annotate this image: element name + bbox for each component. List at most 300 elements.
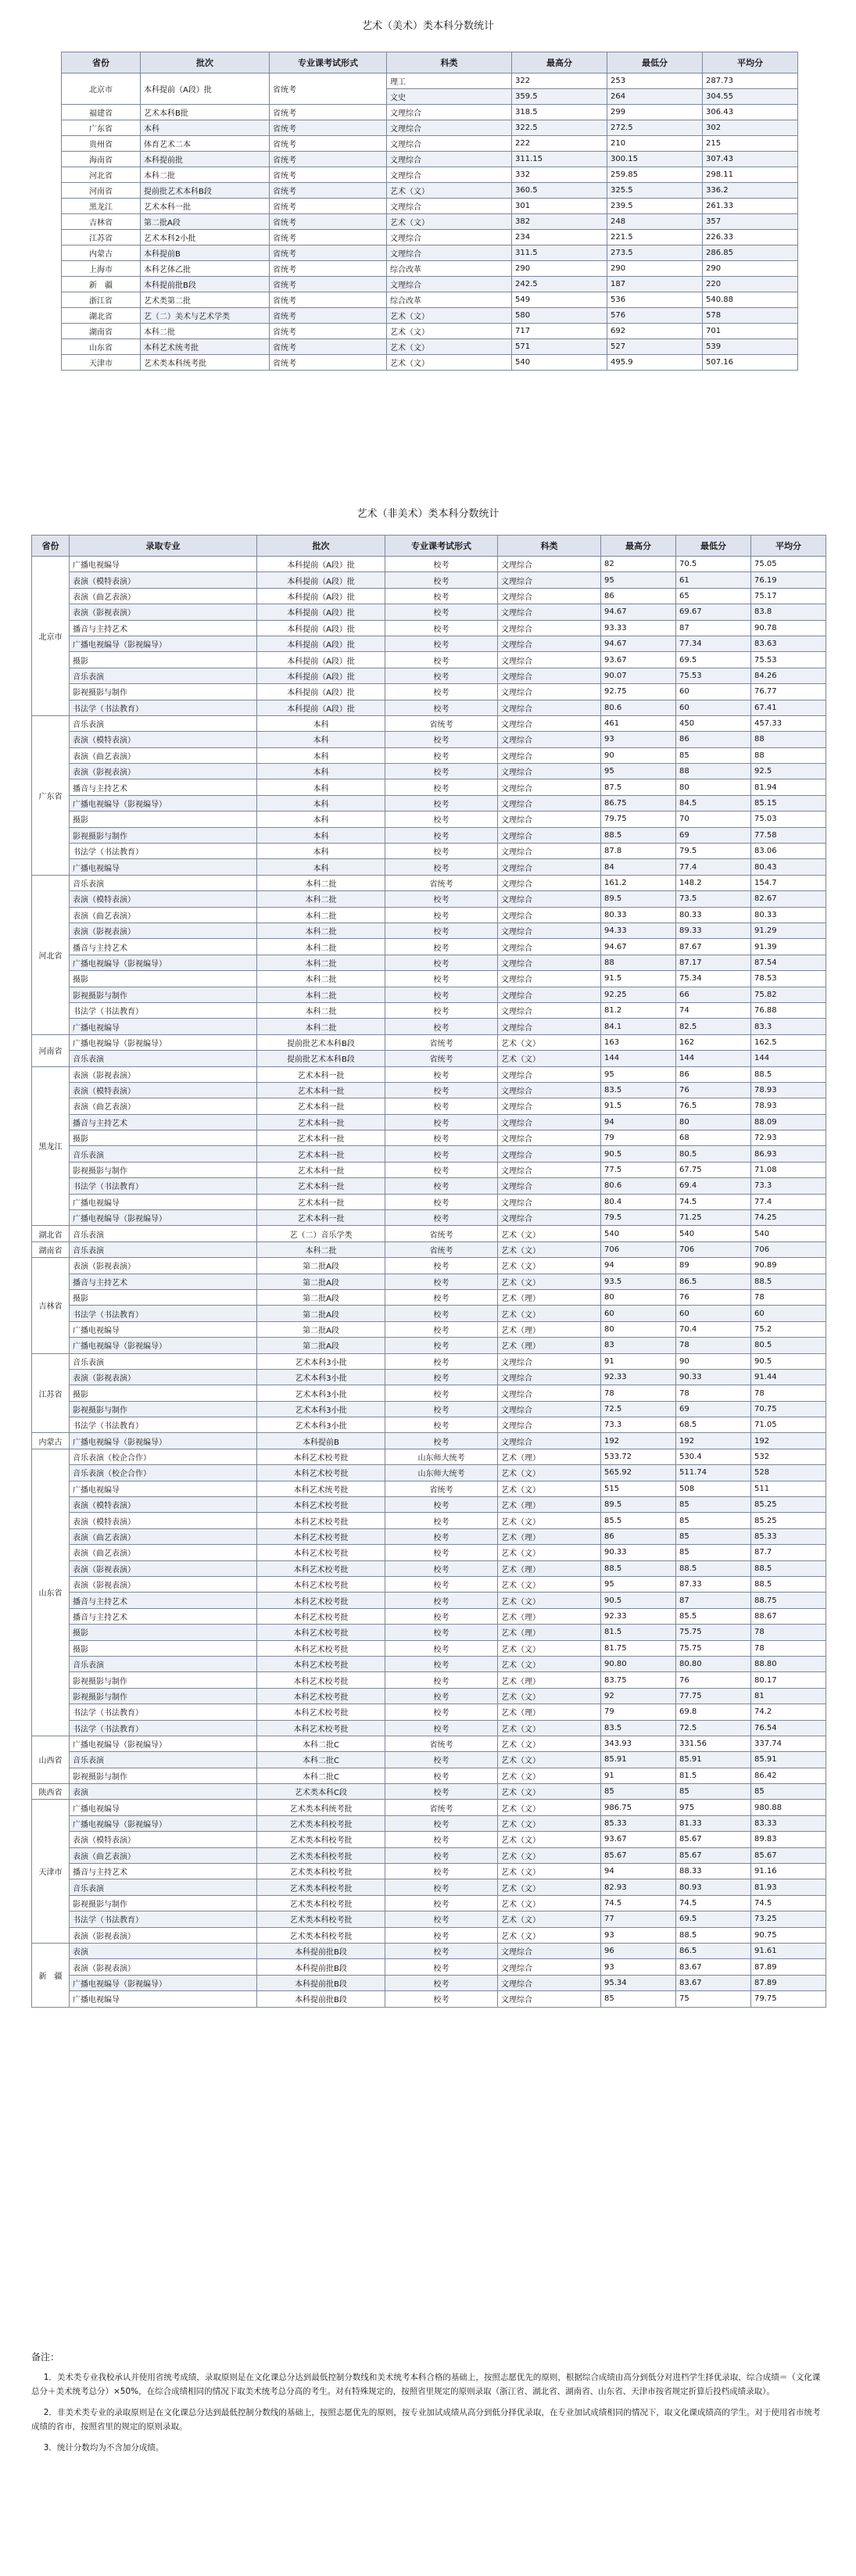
avg-score-cell: 85.25 [751,1513,826,1528]
min-score-cell: 67.75 [676,1162,751,1177]
note-item: 2．非美术类专业的录取原则是在文化课总分达到最低控制分数线的基础上，按照志愿优先的原则，按专业加试成绩从高分到低分择优录取，在专业加试成绩相同的情况下，取文化课成绩高的学生。对于使用省市统考成绩的省市，按照省里的规定的原则录取。 [31,2407,821,2432]
min-score-cell: 61 [676,572,751,588]
exam-form-cell: 校考 [385,764,498,779]
subject-cell: 文理综合 [387,199,512,214]
subject-cell: 文理综合 [387,245,512,261]
min-score-cell: 83.67 [676,1975,751,1990]
batch-cell: 本科艺术校考批 [257,1513,385,1528]
subject-cell: 文理综合 [498,907,601,923]
avg-score-cell: 78 [751,1385,826,1401]
avg-score-cell: 76.19 [751,572,826,588]
exam-form-cell: 校考 [385,1815,498,1831]
avg-score-cell: 78.93 [751,1082,826,1098]
major-cell: 音乐表演 [70,1051,257,1066]
min-score-cell: 85 [676,1513,751,1528]
table-row [32,1927,826,1943]
exam-form-cell: 省统考 [270,136,387,152]
exam-form-cell: 校考 [385,987,498,1002]
batch-cell: 本科提前（A段）批 [257,700,385,715]
batch-cell: 本科提前（A段）批 [257,557,385,572]
max-score-cell: 322.5 [512,120,607,136]
subject-cell: 文理综合 [387,120,512,136]
avg-score-cell: 88.5 [751,1577,826,1593]
max-score-cell: 83 [601,1338,676,1353]
subject-cell: 艺术（理） [498,1289,601,1305]
avg-score-cell: 540.88 [703,292,798,308]
major-cell: 广播电视编导（影视编导） [70,1736,257,1751]
batch-cell: 本科艺术校考批 [257,1560,385,1576]
major-cell: 表演（模特表演） [70,1832,257,1847]
province-cell: 贵州省 [62,136,141,152]
province-cell: 海南省 [62,152,141,167]
table-row [32,1608,826,1624]
column-header: 专业课考试形式 [270,52,387,73]
province-cell: 黑龙江 [62,199,141,214]
max-score-cell: 571 [512,339,607,355]
min-score-cell: 86 [676,732,751,747]
major-cell: 摄影 [70,971,257,987]
province-cell: 黑龙江 [32,1066,70,1226]
table-row [32,588,826,604]
province-cell: 福建省 [62,105,141,120]
column-header: 录取专业 [70,536,257,557]
min-score-cell: 69.5 [676,652,751,668]
max-score-cell: 92.75 [601,684,676,700]
note-item: 3．统计分数均为不含加分成绩。 [43,2442,164,2452]
province-cell: 江苏省 [32,1353,70,1433]
table-row [32,1560,826,1576]
major-cell: 表演 [70,1784,257,1800]
column-header: 平均分 [751,536,826,557]
avg-score-cell: 82.67 [751,891,826,907]
batch-cell: 本科二批 [257,987,385,1002]
batch-cell: 艺术本科一批 [257,1178,385,1194]
table-header-row [62,52,798,73]
max-score-cell: 80.4 [601,1194,676,1209]
min-score-cell: 65 [676,588,751,604]
major-cell: 表演（影视表演） [70,1258,257,1274]
subject-cell: 艺术（文） [498,1736,601,1751]
batch-cell: 本科艺术校考批 [257,1640,385,1656]
min-score-cell: 87 [676,620,751,636]
table-row [32,1417,826,1433]
batch-cell: 本科艺术校考批 [257,1656,385,1671]
subject-cell: 艺术（文） [498,1274,601,1289]
exam-form-cell: 山东师大统考 [385,1449,498,1464]
subject-cell: 艺术（文） [498,1927,601,1943]
table-row [32,747,826,763]
batch-cell: 本科艺体乙批 [141,261,270,277]
major-cell: 影视摄影与制作 [70,1768,257,1783]
subject-cell: 文理综合 [498,747,601,763]
min-score-cell: 527 [607,339,703,355]
max-score-cell: 290 [512,261,607,277]
province-cell: 湖南省 [62,324,141,339]
min-score-cell: 85 [676,1497,751,1513]
min-score-cell: 239.5 [607,199,703,214]
table-row [32,1959,826,1975]
avg-score-cell: 528 [751,1465,826,1481]
subject-cell: 文理综合 [498,1943,601,1958]
table-row [32,1481,826,1496]
exam-form-cell: 校考 [385,1146,498,1162]
subject-cell: 文理综合 [498,811,601,827]
min-score-cell: 80 [676,779,751,795]
avg-score-cell: 357 [703,214,798,230]
max-score-cell: 540 [601,1226,676,1241]
max-score-cell: 717 [512,324,607,339]
max-score-cell: 93.67 [601,1832,676,1847]
subject-cell: 文理综合 [498,971,601,987]
batch-cell: 艺术本科一批 [257,1130,385,1146]
min-score-cell: 69.5 [676,1911,751,1927]
min-score-cell: 87.17 [676,955,751,970]
batch-cell: 艺术本科一批 [257,1194,385,1209]
batch-cell: 艺术本科一批 [141,199,270,214]
max-score-cell: 94.67 [601,636,676,651]
batch-cell: 艺术本科B批 [141,105,270,120]
avg-score-cell: 83.8 [751,604,826,620]
batch-cell: 艺术类本科统考批 [141,355,270,371]
exam-form-cell: 校考 [385,1593,498,1608]
batch-cell: 本科艺术校考批 [257,1608,385,1624]
major-cell: 音乐表演 [70,1752,257,1768]
exam-form-cell: 省统考 [270,308,387,324]
subject-cell: 艺术（文） [387,183,512,199]
table-row [62,120,798,136]
subject-cell: 文理综合 [498,620,601,636]
batch-cell: 艺术类本科校考批 [257,1815,385,1831]
min-score-cell: 88.5 [676,1560,751,1576]
subject-cell: 文理综合 [387,105,512,120]
max-score-cell: 322 [512,73,607,89]
subject-cell: 文理综合 [387,277,512,292]
subject-cell: 文理综合 [498,923,601,938]
table-row [32,1034,826,1050]
min-score-cell: 80.5 [676,1146,751,1162]
subject-cell: 文理综合 [498,1194,601,1209]
subject-cell: 文理综合 [498,588,601,604]
batch-cell: 本科提前（A段）批 [257,572,385,588]
min-score-cell: 69.4 [676,1178,751,1194]
avg-score-cell: 83.06 [751,844,826,859]
batch-cell: 提前批艺术本科B段 [257,1034,385,1050]
batch-cell: 艺术本科一批 [257,1162,385,1177]
min-score-cell: 90.33 [676,1369,751,1385]
major-cell: 广播电视编导（影视编导） [70,1815,257,1831]
subject-cell: 艺术（理） [498,1528,601,1544]
batch-cell: 艺术类本科校考批 [257,1847,385,1863]
table-row [32,1465,826,1481]
subject-cell: 艺术（文） [498,1688,601,1704]
exam-form-cell: 校考 [385,1943,498,1958]
table-row [32,1146,826,1162]
avg-score-cell: 71.08 [751,1162,826,1177]
batch-cell: 本科艺术校考批 [257,1704,385,1720]
min-score-cell: 325.5 [607,183,703,199]
subject-cell: 艺术（文） [498,1481,601,1496]
max-score-cell: 311.5 [512,245,607,261]
major-cell: 表演（模特表演） [70,891,257,907]
min-score-cell: 264 [607,89,703,105]
exam-form-cell: 省统考 [270,324,387,339]
exam-form-cell: 省统考 [270,292,387,308]
major-cell: 影视摄影与制作 [70,827,257,843]
subject-cell: 艺术（文） [498,1306,601,1321]
subject-cell: 文理综合 [498,1210,601,1226]
avg-score-cell: 85.15 [751,795,826,811]
table-row [62,167,798,183]
province-cell: 内蒙古 [62,245,141,261]
subject-cell: 文理综合 [498,1401,601,1417]
avg-score-cell: 87.89 [751,1959,826,1975]
subject-cell: 艺术（文） [498,1241,601,1257]
batch-cell: 本科提前（A段）批 [257,652,385,668]
min-score-cell: 75.75 [676,1625,751,1640]
table-row [32,684,826,700]
exam-form-cell: 校考 [385,1991,498,2007]
major-cell: 表演（影视表演） [70,923,257,938]
max-score-cell: 85.5 [601,1513,676,1528]
table-row [32,572,826,588]
batch-cell: 本科二批 [257,1241,385,1257]
major-cell: 表演（模特表演） [70,1082,257,1098]
avg-score-cell: 67.41 [751,700,826,715]
table2-title: 艺术（非美术）类本科分数统计 [356,508,500,520]
max-score-cell: 73.3 [601,1417,676,1433]
max-score-cell: 93.67 [601,652,676,668]
min-score-cell: 495.9 [607,355,703,371]
major-cell: 音乐表演 [70,1226,257,1241]
min-score-cell: 508 [676,1481,751,1496]
table-row [32,1832,826,1847]
exam-form-cell: 校考 [385,1353,498,1369]
avg-score-cell: 539 [703,339,798,355]
max-score-cell: 95.34 [601,1975,676,1990]
exam-form-cell: 校考 [385,859,498,875]
table-row [62,245,798,261]
batch-cell: 艺术本科一批 [257,1066,385,1082]
table-row [32,1895,826,1911]
province-cell: 江苏省 [62,230,141,245]
min-score-cell: 89 [676,1258,751,1274]
min-score-cell: 75.53 [676,668,751,683]
table-row [62,199,798,214]
avg-score-cell: 90.89 [751,1258,826,1274]
avg-score-cell: 220 [703,277,798,292]
batch-cell: 第二批A段 [257,1274,385,1289]
subject-cell: 文理综合 [498,939,601,955]
subject-cell: 艺术（文） [498,1879,601,1895]
min-score-cell: 88.33 [676,1864,751,1879]
table-row [32,1864,826,1879]
max-score-cell: 79.5 [601,1210,676,1226]
table-row [32,987,826,1002]
min-score-cell: 87.67 [676,939,751,955]
major-cell: 播音与主持艺术 [70,1274,257,1289]
max-score-cell: 192 [601,1433,676,1449]
exam-form-cell: 山东师大统考 [385,1465,498,1481]
subject-cell: 艺术（文） [498,1720,601,1736]
province-cell: 新 疆 [62,277,141,292]
max-score-cell: 83.75 [601,1672,676,1688]
exam-form-cell: 校考 [385,1545,498,1560]
table-row [32,1688,826,1704]
table-row [32,1768,826,1783]
table-row [32,1098,826,1114]
min-score-cell: 300.15 [607,152,703,167]
avg-score-cell: 78 [751,1640,826,1656]
exam-form-cell: 校考 [385,1162,498,1177]
batch-cell: 本科 [257,859,385,875]
batch-cell: 本科提前（A段）批 [257,604,385,620]
table-row [32,1784,826,1800]
table-row [32,1401,826,1417]
batch-cell: 本科提前B [141,245,270,261]
max-score-cell: 86 [601,1528,676,1544]
major-cell: 摄影 [70,652,257,668]
column-header: 最低分 [607,52,703,73]
table-row [32,891,826,907]
subject-cell: 文理综合 [498,604,601,620]
subject-cell: 艺术（理） [498,1560,601,1576]
subject-cell: 艺术（理） [498,1608,601,1624]
min-score-cell: 248 [607,214,703,230]
avg-score-cell: 75.82 [751,987,826,1002]
batch-cell: 第二批A段 [141,214,270,230]
table-row [32,859,826,875]
min-score-cell: 162 [676,1034,751,1050]
table-row [32,636,826,651]
batch-cell: 本科艺术统考批 [257,1481,385,1496]
avg-score-cell: 88.09 [751,1114,826,1130]
batch-cell: 第二批A段 [257,1306,385,1321]
subject-cell: 文理综合 [498,1959,601,1975]
batch-cell: 艺术本科3小批 [257,1401,385,1417]
subject-cell: 艺术（文） [498,1784,601,1800]
min-score-cell: 69 [676,1401,751,1417]
table-row [62,73,798,89]
avg-score-cell: 91.16 [751,1864,826,1879]
exam-form-cell: 校考 [385,1306,498,1321]
subject-cell: 文理综合 [498,1146,601,1162]
table-row [32,1736,826,1751]
exam-form-cell: 校考 [385,652,498,668]
table-row [32,779,826,795]
table1-title: 艺术（美术）类本科分数统计 [361,20,494,32]
min-score-cell: 692 [607,324,703,339]
max-score-cell: 89.5 [601,1497,676,1513]
min-score-cell: 299 [607,105,703,120]
major-cell: 广播电视编导（影视编导） [70,955,257,970]
non-art-major-score-table [31,535,826,2008]
exam-form-cell: 校考 [385,636,498,651]
max-score-cell: 382 [512,214,607,230]
exam-form-cell: 校考 [385,844,498,859]
major-cell: 音乐表演（校企合作） [70,1449,257,1464]
max-score-cell: 84 [601,859,676,875]
min-score-cell: 975 [676,1800,751,1815]
table-row [62,355,798,371]
table-row [32,1338,826,1353]
max-score-cell: 161.2 [601,875,676,890]
subject-cell: 文理综合 [387,167,512,183]
major-cell: 广播电视编导 [70,1991,257,2007]
avg-score-cell: 92.5 [751,764,826,779]
exam-form-cell: 校考 [385,1560,498,1576]
major-cell: 影视摄影与制作 [70,1688,257,1704]
exam-form-cell: 校考 [385,1879,498,1895]
subject-cell: 文理综合 [498,572,601,588]
table-row [32,939,826,955]
min-score-cell: 74 [676,1002,751,1018]
table-row [32,1545,826,1560]
avg-score-cell: 88.80 [751,1656,826,1671]
min-score-cell: 85 [676,1545,751,1560]
batch-cell: 艺术本科一批 [257,1114,385,1130]
table-row [32,1433,826,1449]
province-cell: 湖南省 [32,1241,70,1257]
batch-cell: 本科艺术校考批 [257,1688,385,1704]
subject-cell: 文理综合 [498,1098,601,1114]
major-cell: 表演（曲艺表演） [70,907,257,923]
max-score-cell: 93.33 [601,620,676,636]
major-cell: 音乐表演 [70,1656,257,1671]
batch-cell: 艺术类本科校考批 [257,1911,385,1927]
avg-score-cell: 75.2 [751,1321,826,1337]
avg-score-cell: 532 [751,1449,826,1464]
exam-form-cell: 校考 [385,827,498,843]
exam-form-cell: 省统考 [270,230,387,245]
batch-cell: 本科提前B [257,1433,385,1449]
max-score-cell: 94.67 [601,604,676,620]
table-header-row [32,536,826,557]
exam-form-cell: 校考 [385,779,498,795]
batch-cell: 艺术类本科校考批 [257,1832,385,1847]
exam-form-cell: 校考 [385,1274,498,1289]
min-score-cell: 82.5 [676,1019,751,1034]
max-score-cell: 87.5 [601,779,676,795]
exam-form-cell: 校考 [385,971,498,987]
note-item: 1．美术类专业我校承认并使用省统考成绩，录取原则是在文化课总分达到最低控制分数线和美术统考本科合格的基础上，按照志愿优先的原则，根据综合成绩由高分到低分对进档学生择优录取，综合成绩＝（文化课总分＋美术统考总分）×50%，在综合成绩相同的情况下取美术统考总分高的考生。对有特殊规定的，按照省里规定的原则录取（浙江省、湖北省、湖南省、山东省、天津市按省规定折算后投档成绩录取）。 [31,2373,821,2397]
max-score-cell: 96 [601,1943,676,1958]
avg-score-cell: 706 [751,1241,826,1257]
max-score-cell: 515 [601,1481,676,1496]
table-row [32,1625,826,1640]
max-score-cell: 86 [601,588,676,604]
max-score-cell: 85 [601,1991,676,2007]
table-row [32,732,826,747]
avg-score-cell: 78.53 [751,971,826,987]
min-score-cell: 89.33 [676,923,751,938]
batch-cell: 艺术本科2小批 [141,230,270,245]
table-row [32,1800,826,1815]
avg-score-cell: 70.75 [751,1401,826,1417]
major-cell: 表演 [70,1943,257,1958]
avg-score-cell: 287.73 [703,73,798,89]
max-score-cell: 88.5 [601,827,676,843]
batch-cell: 提前批艺术本科B段 [141,183,270,199]
table-row [32,1704,826,1720]
subject-cell: 艺术（文） [498,1656,601,1671]
batch-cell: 本科二批 [257,939,385,955]
table-row [32,875,826,890]
avg-score-cell: 81.94 [751,779,826,795]
exam-form-cell: 校考 [385,1178,498,1194]
major-cell: 摄影 [70,1130,257,1146]
min-score-cell: 79.5 [676,844,751,859]
batch-cell: 本科二批C [257,1736,385,1751]
